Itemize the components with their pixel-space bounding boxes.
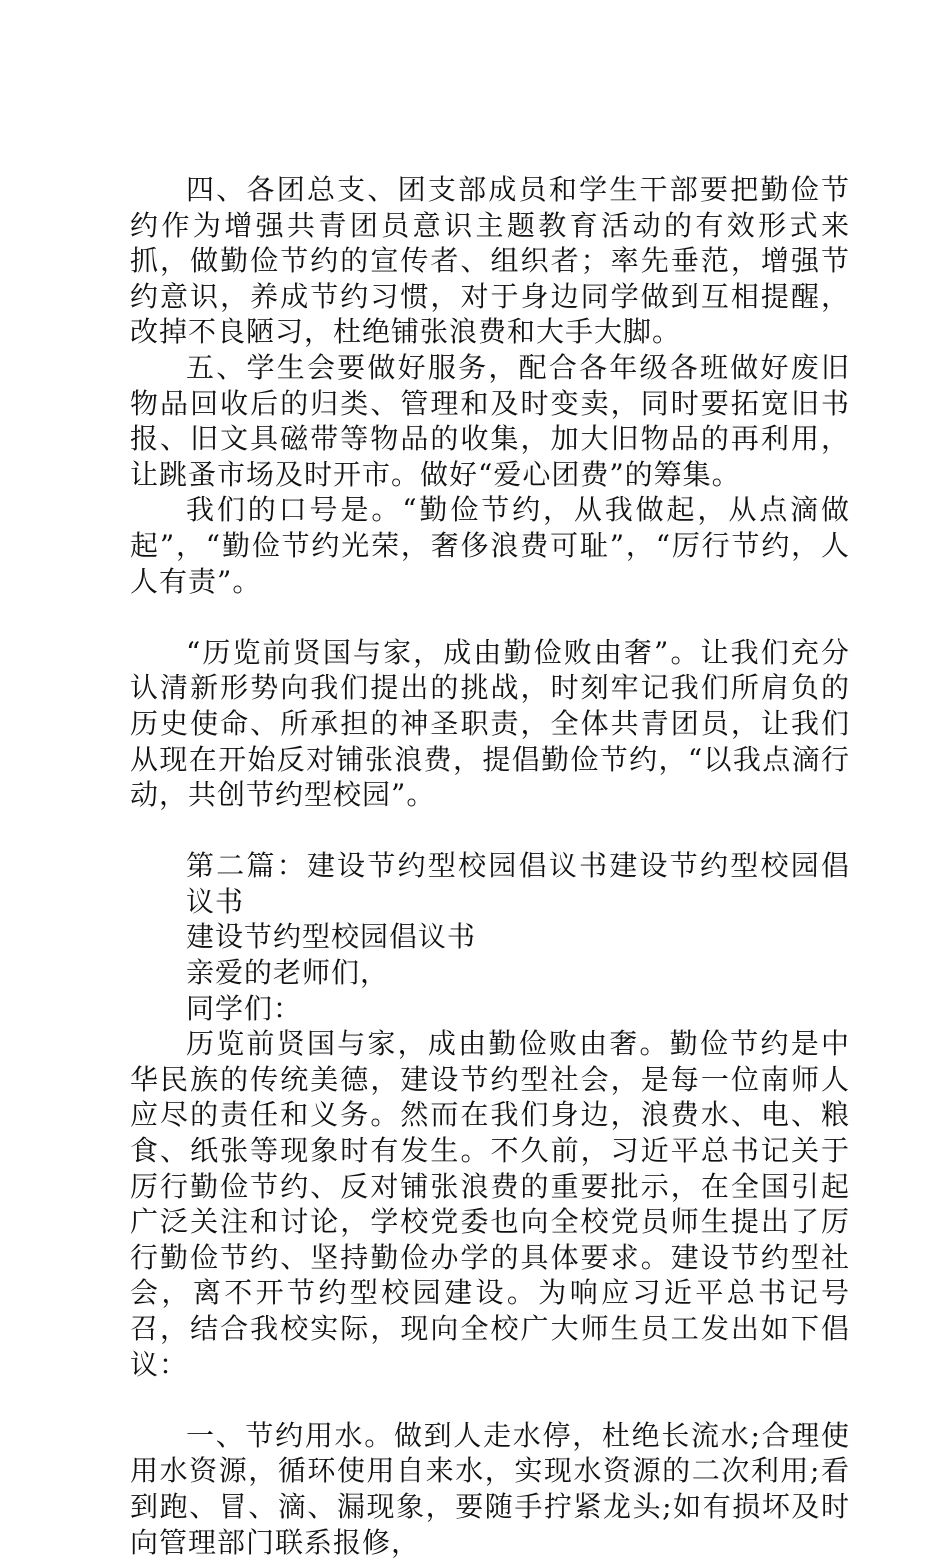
paragraph-closing: “历览前贤国与家，成由勤俭败由奢”。让我们充分认清新形势向我们提出的挑战，时刻牢记我们所肩负的历史使命、所承担的神圣职责，全体共青团员，让我们从现在开始反对铺张浪费，提倡勤俭节约，“以我点滴行动，共创节约型校园”。 [130,635,850,812]
section-subheading: 建设节约型校园倡议书 [186,920,477,954]
paragraph-item-4: 四、各团总支、团支部成员和学生干部要把勤俭节约作为增强共青团员意识主题教育活动的有效形式来抓，做勤俭节约的宣传者、组织者；率先垂范，增强节约意识，养成节约习惯，对于身边同学做到互相提醒，改掉不良陋习，杜绝铺张浪费和大手大脚。 [130,173,850,349]
greeting-teachers: 亲爱的老师们， [186,956,390,990]
paragraph-spacer [130,1382,850,1418]
paragraph-intro: 历览前贤国与家，成由勤俭败由奢。勤俭节约是中华民族的传统美德，建设节约型社会，是每一位南师人应尽的责任和义务。然而在我们身边，浪费水、电、粮食、纸张等现象时有发生。不久前，习近平总书记关于厉行勤俭节约、反对铺张浪费的重要批示，在全国引起广泛关注和讨论，学校党委也向全校党员师生提出了厉行勤俭节约、坚持勤俭办学的具体要求。建设节约型社会，离不开节约型校园建设。为响应习近平总书记号召，结合我校实际，现向全校广大师生员工发出如下倡议： [130,1027,850,1381]
greeting-students: 同学们： [186,991,303,1025]
section-heading: 第二篇：建设节约型校园倡议书建设节约型校园倡议书 [186,849,850,918]
paragraph-slogan: 我们的口号是。“勤俭节约，从我做起，从点滴做起”，“勤俭节约光荣，奢侈浪费可耻”，“厉行节约，人人有责”。 [130,493,850,598]
paragraph-spacer [130,599,850,635]
paragraph-item-5: 五、学生会要做好服务，配合各年级各班做好废旧物品回收后的归类、管理和及时变卖，同时要拓宽旧书报、旧文具磁带等物品的收集，加大旧物品的再利用，让跳蚤市场及时开市。做好“爱心团费”的筹集。 [130,350,850,491]
paragraph-spacer [130,813,850,849]
document-body [130,172,850,1560]
paragraph-water-saving: 一、节约用水。做到人走水停，杜绝长流水;合理使用水资源，循环使用自来水，实现水资源的二次利用;看到跑、冒、滴、漏现象，要随手拧紧龙头;如有损坏及时向管理部门联系报修， [130,1418,850,1559]
